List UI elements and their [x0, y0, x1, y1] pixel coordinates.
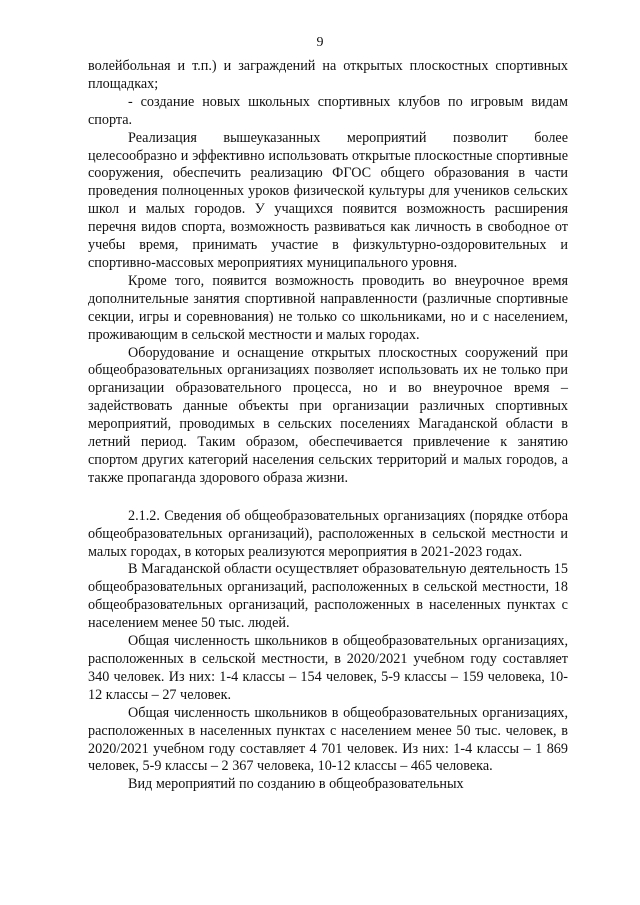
section-spacer [88, 488, 568, 508]
paragraph-implementation-benefits: Реализация вышеуказанных мероприятий позволит более целесообразно и эффективно использовать открытые плоскостные спортивные сооружения, обеспечить реализацию ФГОС общего образования в части проведения полноценных уроков физической культуры для учеников сельских школ и малых городов. У учащихся появится возможность расширения перечня видов спорта, возможность развиваться как личность в свободное от учебы время, принимать участие в физкультурно-оздоровительных и спортивно-массовых мероприятиях муниципального уровня. [88, 129, 568, 271]
paragraph-activity-type-start: Вид мероприятий по созданию в общеобразовательных [128, 776, 464, 793]
paragraph-extracurricular-opportunity: Кроме того, появится возможность проводить во внеурочное время дополнительные занятия спортивной направленности (различные спортивные секции, игры и соревнования) не только со школьниками, но и с населением, проживающим в сельской местности и малых городах. [88, 272, 568, 343]
paragraph-facilities-continuation: волейбольная и т.п.) и заграждений на открытых плоскостных спортивных площадках; [88, 58, 568, 92]
paragraph-rural-students: Общая численность школьников в общеобразовательных организациях, расположенных в сельской местности, в 2020/2021 учебном году составляет 340 человек. Из них: 1-4 классы – 154 человек, 5-9 классы – 159 человека, 10-12 классы – 27 человек. [88, 633, 568, 703]
paragraph-school-clubs-bullet: - создание новых школьных спортивных клубов по игровым видам спорта. [88, 93, 568, 128]
document-body [88, 58, 568, 794]
page-number: 9 [316, 35, 324, 50]
section-heading-2-1-2: 2.1.2. Сведения об общеобразовательных организациях (порядке отбора общеобразовательных организаций), расположенных в сельской местности и малых городах, в которых реализуются мероприятия в 2021-2023 годах. [88, 507, 568, 560]
paragraph-equipment-usage: Оборудование и оснащение открытых плоскостных сооружений при общеобразовательных организациях позволяет использовать их не только при организации образовательного процесса, но и во внеурочное время – задействовать данные объекты при организации различных спортивных мероприятий, проводимых в сельских поселениях Магаданской области в летний период. Таким образом, обеспечивается привлечение к занятию спортом других категорий населения сельских территорий и малых городов, а также пропаганда здорового образа жизни. [88, 344, 568, 486]
paragraph-organizations-count: В Магаданской области осуществляет образовательную деятельность 15 общеобразовательных организаций, расположенных в сельской местности, 18 общеобразовательных организаций, расположенных в населенных пунктах с населением менее 50 тыс. людей. [88, 561, 568, 632]
paragraph-small-town-students: Общая численность школьников в общеобразовательных организациях, расположенных в населенных пунктах с населением менее 50 тыс. человек, в 2020/2021 учебном году составляет 4 701 человек. Из них: 1-4 классы – 1 869 человек, 5-9 классы – 2 367 человека, 10-12 классы – 465 человека. [88, 704, 568, 775]
